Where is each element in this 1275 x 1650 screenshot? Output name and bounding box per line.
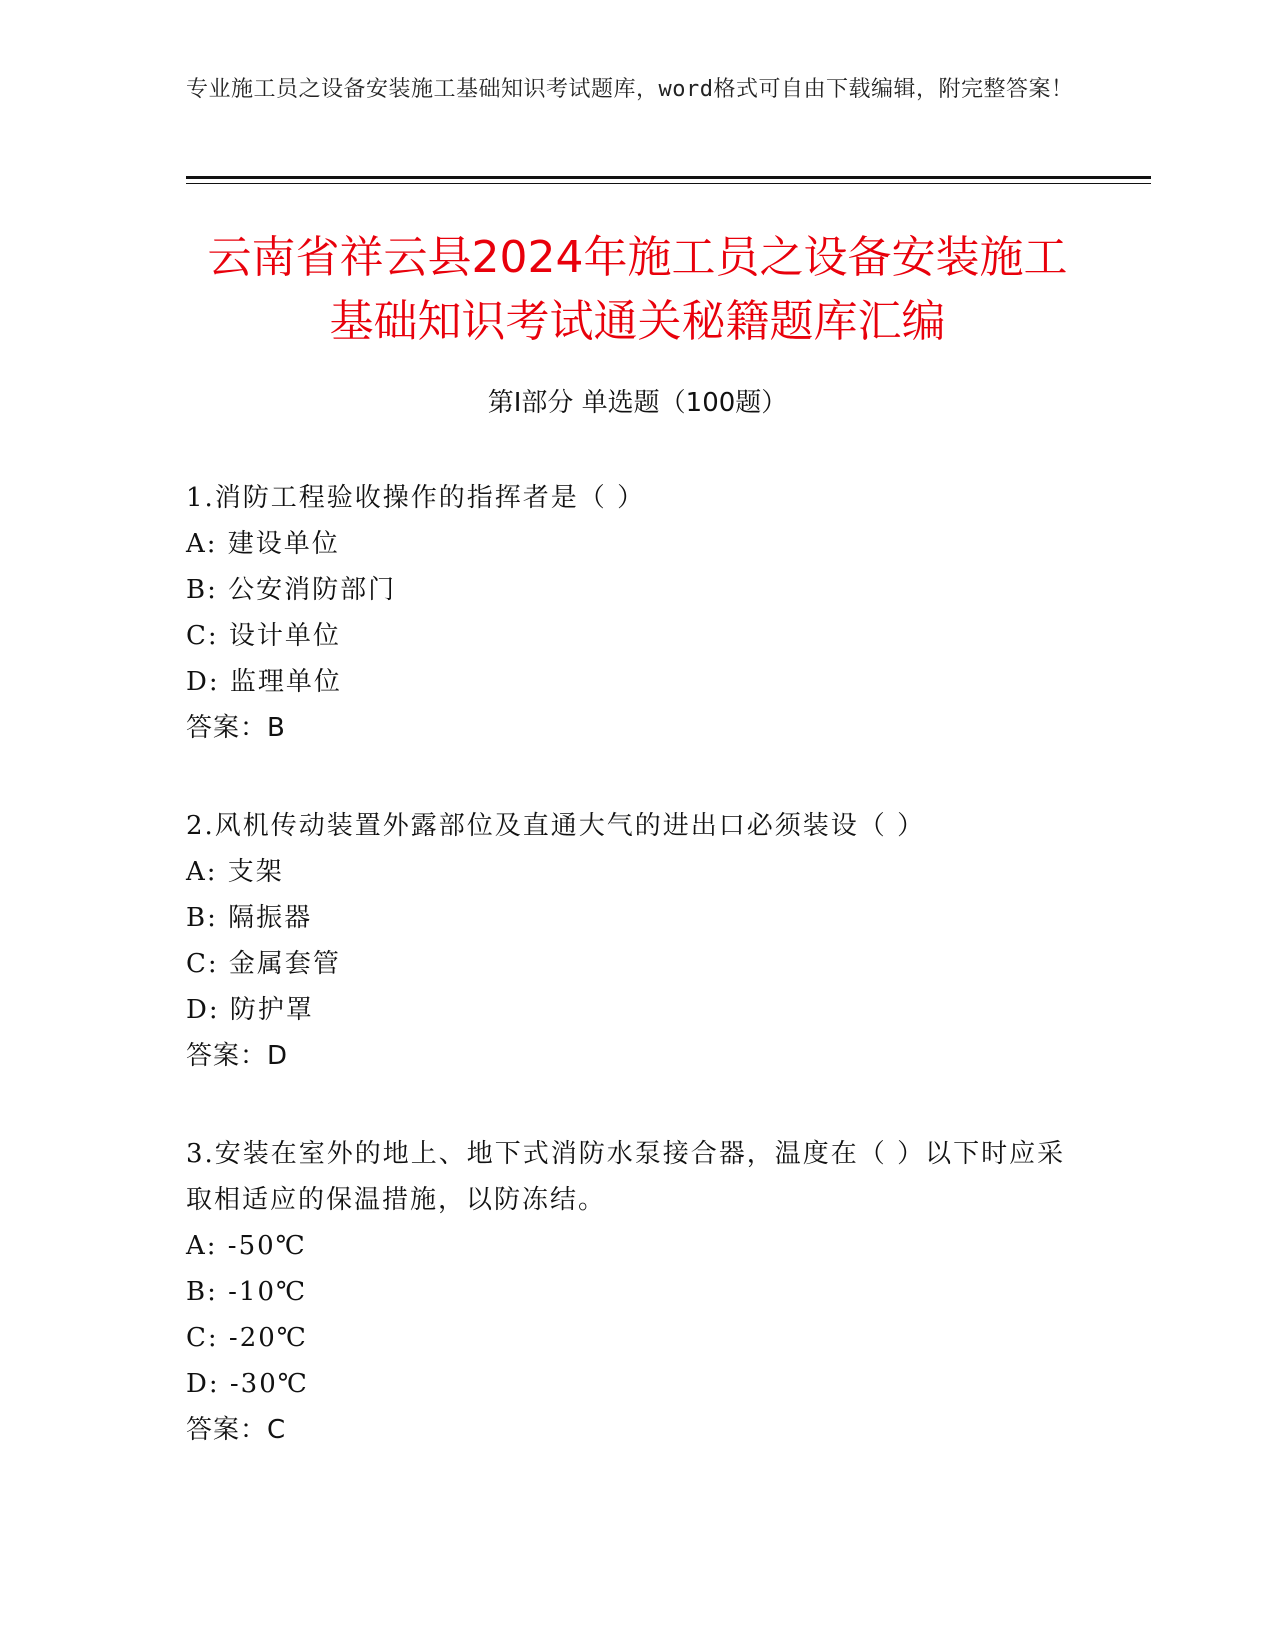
header-rule-thick bbox=[186, 176, 1151, 179]
question-stem: 2.风机传动装置外露部位及直通大气的进出口必须装设（ ） bbox=[186, 811, 926, 841]
option-d: D: 监理单位 bbox=[186, 667, 342, 697]
option-d: D: -30℃ bbox=[186, 1369, 309, 1399]
section-title: 第Ⅰ部分 单选题（100题） bbox=[487, 388, 788, 418]
option-c: C: 设计单位 bbox=[186, 621, 341, 651]
question-2 bbox=[186, 803, 1086, 1079]
option-a: A: 建设单位 bbox=[186, 529, 340, 559]
option-c: C: -20℃ bbox=[186, 1323, 308, 1353]
question-answer: 答案：B bbox=[186, 713, 286, 743]
document-title-line1: 云南省祥云县2024年施工员之设备安装施工 bbox=[207, 232, 1068, 283]
document-title bbox=[150, 226, 1125, 354]
question-answer: 答案：D bbox=[186, 1041, 289, 1071]
question-stem: 1.消防工程验收操作的指挥者是（ ） bbox=[186, 483, 646, 513]
question-stem: 3.安装在室外的地上、地下式消防水泵接合器，温度在（ ）以下时应采取相适应的保温措施，以防冻结。 bbox=[186, 1139, 1066, 1215]
option-a: A: -50℃ bbox=[186, 1231, 307, 1261]
question-1 bbox=[186, 475, 1086, 751]
document-title-line2: 基础知识考试通关秘籍题库汇编 bbox=[329, 296, 946, 347]
option-a: A: 支架 bbox=[186, 857, 284, 887]
option-b: B: 公安消防部门 bbox=[186, 575, 397, 605]
question-3 bbox=[186, 1131, 1086, 1453]
option-d: D: 防护罩 bbox=[186, 995, 314, 1025]
header-note: 专业施工员之设备安装施工基础知识考试题库，word格式可自由下载编辑，附完整答案！ bbox=[186, 77, 1074, 102]
question-answer: 答案：C bbox=[186, 1415, 287, 1445]
option-b: B: -10℃ bbox=[186, 1277, 308, 1307]
option-b: B: 隔振器 bbox=[186, 903, 313, 933]
question-list bbox=[186, 475, 1086, 1505]
header-rule-thin bbox=[186, 183, 1151, 184]
option-c: C: 金属套管 bbox=[186, 949, 341, 979]
